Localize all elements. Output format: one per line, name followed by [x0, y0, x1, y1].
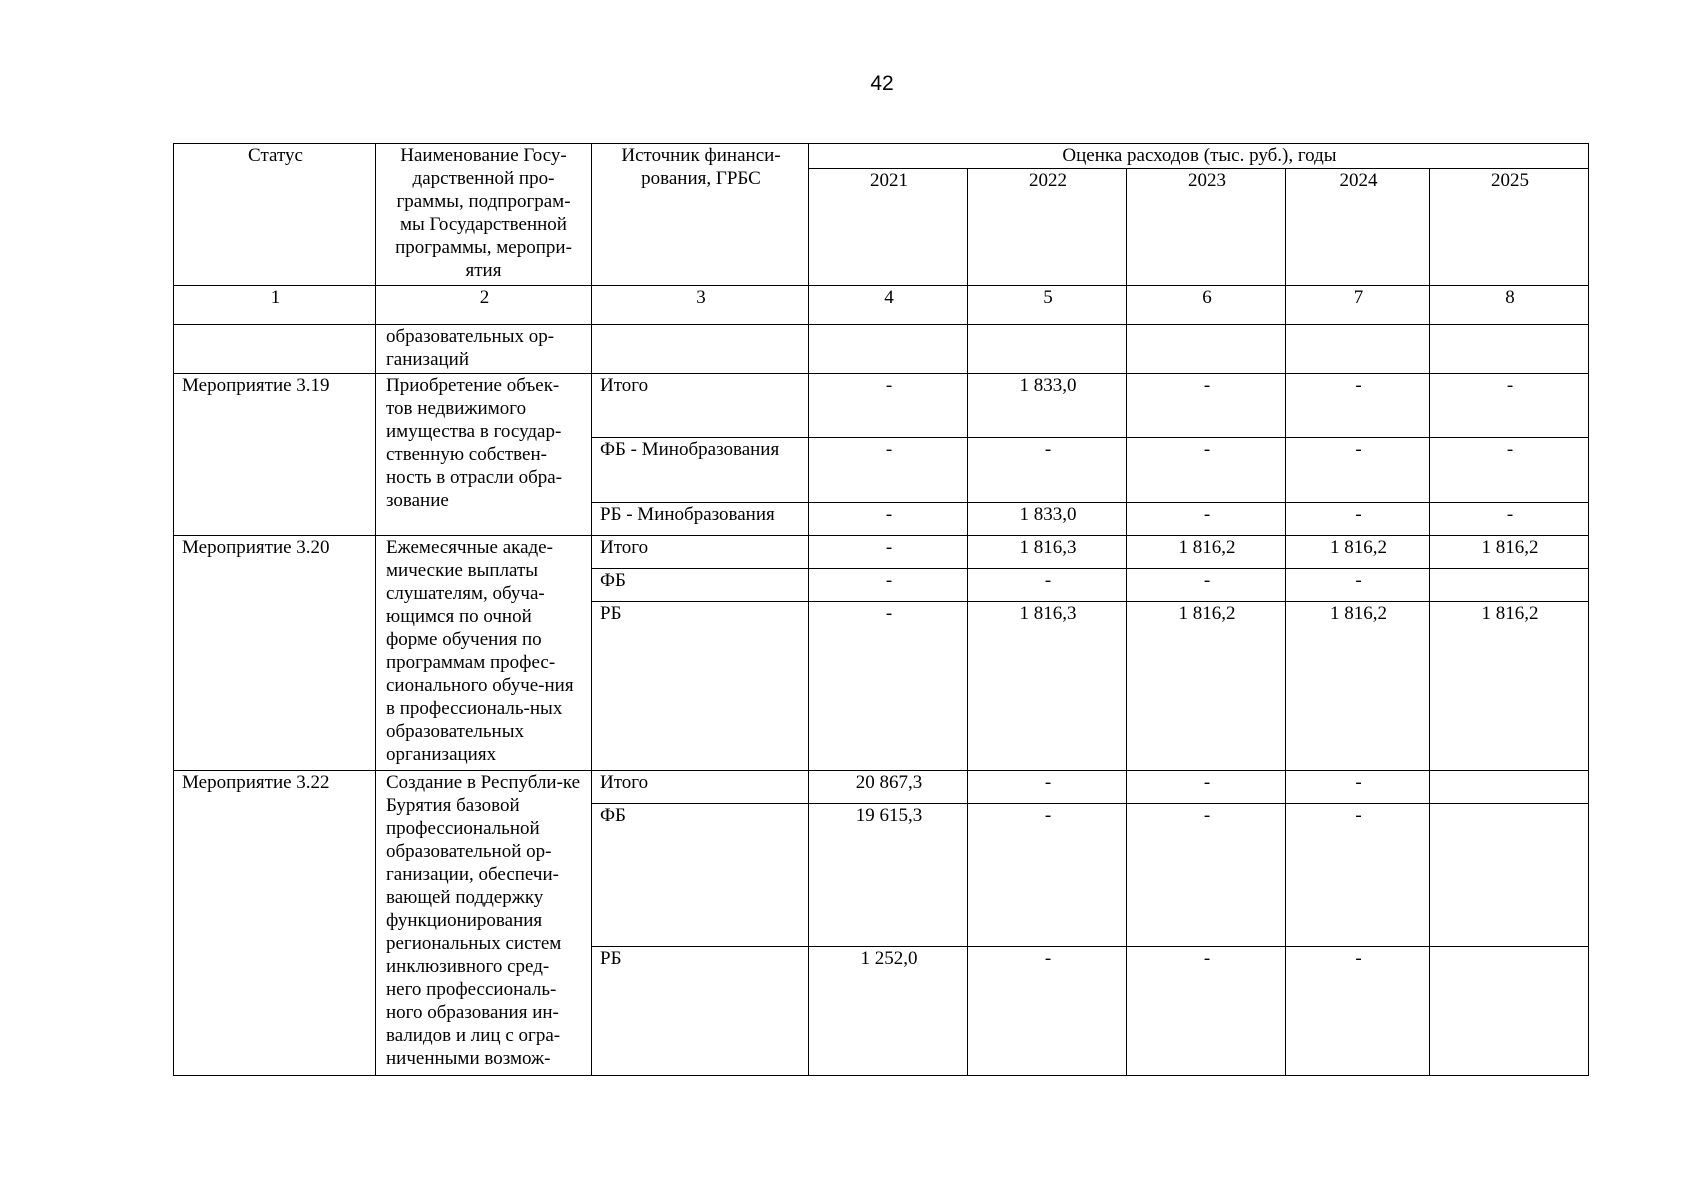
- value-cell: 1 816,2: [1430, 602, 1589, 771]
- value-cell: 1 816,2: [1430, 536, 1589, 569]
- value-cell: -: [1430, 503, 1589, 536]
- value-cell: -: [809, 602, 968, 771]
- column-number: 6: [1127, 286, 1286, 325]
- table-row: [174, 374, 1589, 438]
- status-cell: Мероприятие 3.20: [174, 536, 376, 771]
- header-year: 2022: [968, 169, 1127, 286]
- column-number: 8: [1430, 286, 1589, 325]
- table-row: [174, 536, 1589, 569]
- column-number: 1: [174, 286, 376, 325]
- value-cell: -: [1127, 947, 1286, 1076]
- source-cell: ФБ - Минобразования: [592, 438, 809, 503]
- value-cell: -: [809, 569, 968, 602]
- value-cell: -: [1286, 374, 1430, 438]
- source-cell: ФБ: [592, 569, 809, 602]
- value-cell: 20 867,3: [809, 771, 968, 804]
- continuation-row: [174, 325, 1589, 374]
- column-number-row: [174, 286, 1589, 325]
- column-number: 4: [809, 286, 968, 325]
- header-source: Источник финанси-рования, ГРБС: [592, 144, 809, 286]
- page-number: 42: [870, 72, 894, 95]
- source-cell: РБ - Минобразования: [592, 503, 809, 536]
- value-cell: -: [1127, 374, 1286, 438]
- status-cell: [174, 325, 376, 374]
- column-number: 7: [1286, 286, 1430, 325]
- table-row: [174, 771, 1589, 804]
- value-cell: -: [968, 947, 1127, 1076]
- value-cell: -: [1127, 569, 1286, 602]
- value-cell: 19 615,3: [809, 804, 968, 947]
- header-year: 2021: [809, 169, 968, 286]
- header-year: 2023: [1127, 169, 1286, 286]
- source-cell: Итого: [592, 771, 809, 804]
- value-cell: 1 816,2: [1127, 602, 1286, 771]
- name-cell: Ежемесячные акаде-мические выплаты слушателям, обуча-ющимся по очной форме обучения по программам профес-сионального обуче-ния в профессиональ-ных образовательных организациях: [376, 536, 592, 771]
- value-cell: [1286, 325, 1430, 374]
- value-cell: -: [1127, 438, 1286, 503]
- value-cell: 1 252,0: [809, 947, 968, 1076]
- source-cell: [592, 325, 809, 374]
- value-cell: -: [1430, 438, 1589, 503]
- value-cell: [1430, 771, 1589, 804]
- value-cell: 1 833,0: [968, 503, 1127, 536]
- value-cell: 1 816,2: [1127, 536, 1286, 569]
- source-cell: РБ: [592, 602, 809, 771]
- source-cell: Итого: [592, 536, 809, 569]
- value-cell: [809, 325, 968, 374]
- value-cell: -: [1127, 771, 1286, 804]
- value-cell: [1127, 325, 1286, 374]
- header-cost-group: Оценка расходов (тыс. руб.), годы: [809, 144, 1589, 169]
- source-cell: ФБ: [592, 804, 809, 947]
- source-cell: РБ: [592, 947, 809, 1076]
- name-cell: образовательных ор-ганизаций: [376, 325, 592, 374]
- value-cell: -: [809, 536, 968, 569]
- header-year: 2024: [1286, 169, 1430, 286]
- name-cell: Приобретение объек-тов недвижимого имущества в государ-ственную собствен-ность в отрасли обра-зование: [376, 374, 592, 536]
- value-cell: -: [1286, 947, 1430, 1076]
- value-cell: -: [968, 771, 1127, 804]
- value-cell: -: [1286, 771, 1430, 804]
- value-cell: -: [968, 569, 1127, 602]
- value-cell: [1430, 325, 1589, 374]
- budget-table: [173, 143, 1589, 1076]
- value-cell: -: [968, 438, 1127, 503]
- value-cell: -: [809, 503, 968, 536]
- value-cell: -: [1127, 503, 1286, 536]
- value-cell: [1430, 804, 1589, 947]
- value-cell: [968, 325, 1127, 374]
- column-number: 3: [592, 286, 809, 325]
- name-cell: Создание в Республи-ке Бурятия базовой профессиональной образовательной ор-ганизации, обеспечи-вающей поддержку функционирования региональных систем инклюзивного сред-него профессиональ-ного образования ин-валидов и лиц с огра-ниченными возмож-: [376, 771, 592, 1076]
- value-cell: [1430, 569, 1589, 602]
- value-cell: -: [809, 438, 968, 503]
- value-cell: [1430, 947, 1589, 1076]
- header-name: Наименование Госу-дарственной про-граммы, подпрограм-мы Государственной программы, меропри-ятия: [376, 144, 592, 286]
- value-cell: -: [1430, 374, 1589, 438]
- value-cell: 1 816,2: [1286, 602, 1430, 771]
- status-cell: Мероприятие 3.22: [174, 771, 376, 1076]
- value-cell: 1 816,3: [968, 536, 1127, 569]
- value-cell: 1 833,0: [968, 374, 1127, 438]
- value-cell: -: [1286, 503, 1430, 536]
- value-cell: -: [1286, 569, 1430, 602]
- value-cell: -: [1286, 438, 1430, 503]
- header-status: Статус: [174, 144, 376, 286]
- column-number: 5: [968, 286, 1127, 325]
- header-row-top: [174, 144, 1589, 169]
- header-year: 2025: [1430, 169, 1589, 286]
- column-number: 2: [376, 286, 592, 325]
- value-cell: 1 816,2: [1286, 536, 1430, 569]
- value-cell: 1 816,3: [968, 602, 1127, 771]
- source-cell: Итого: [592, 374, 809, 438]
- value-cell: -: [1127, 804, 1286, 947]
- value-cell: -: [809, 374, 968, 438]
- status-cell: Мероприятие 3.19: [174, 374, 376, 536]
- value-cell: -: [968, 804, 1127, 947]
- value-cell: -: [1286, 804, 1430, 947]
